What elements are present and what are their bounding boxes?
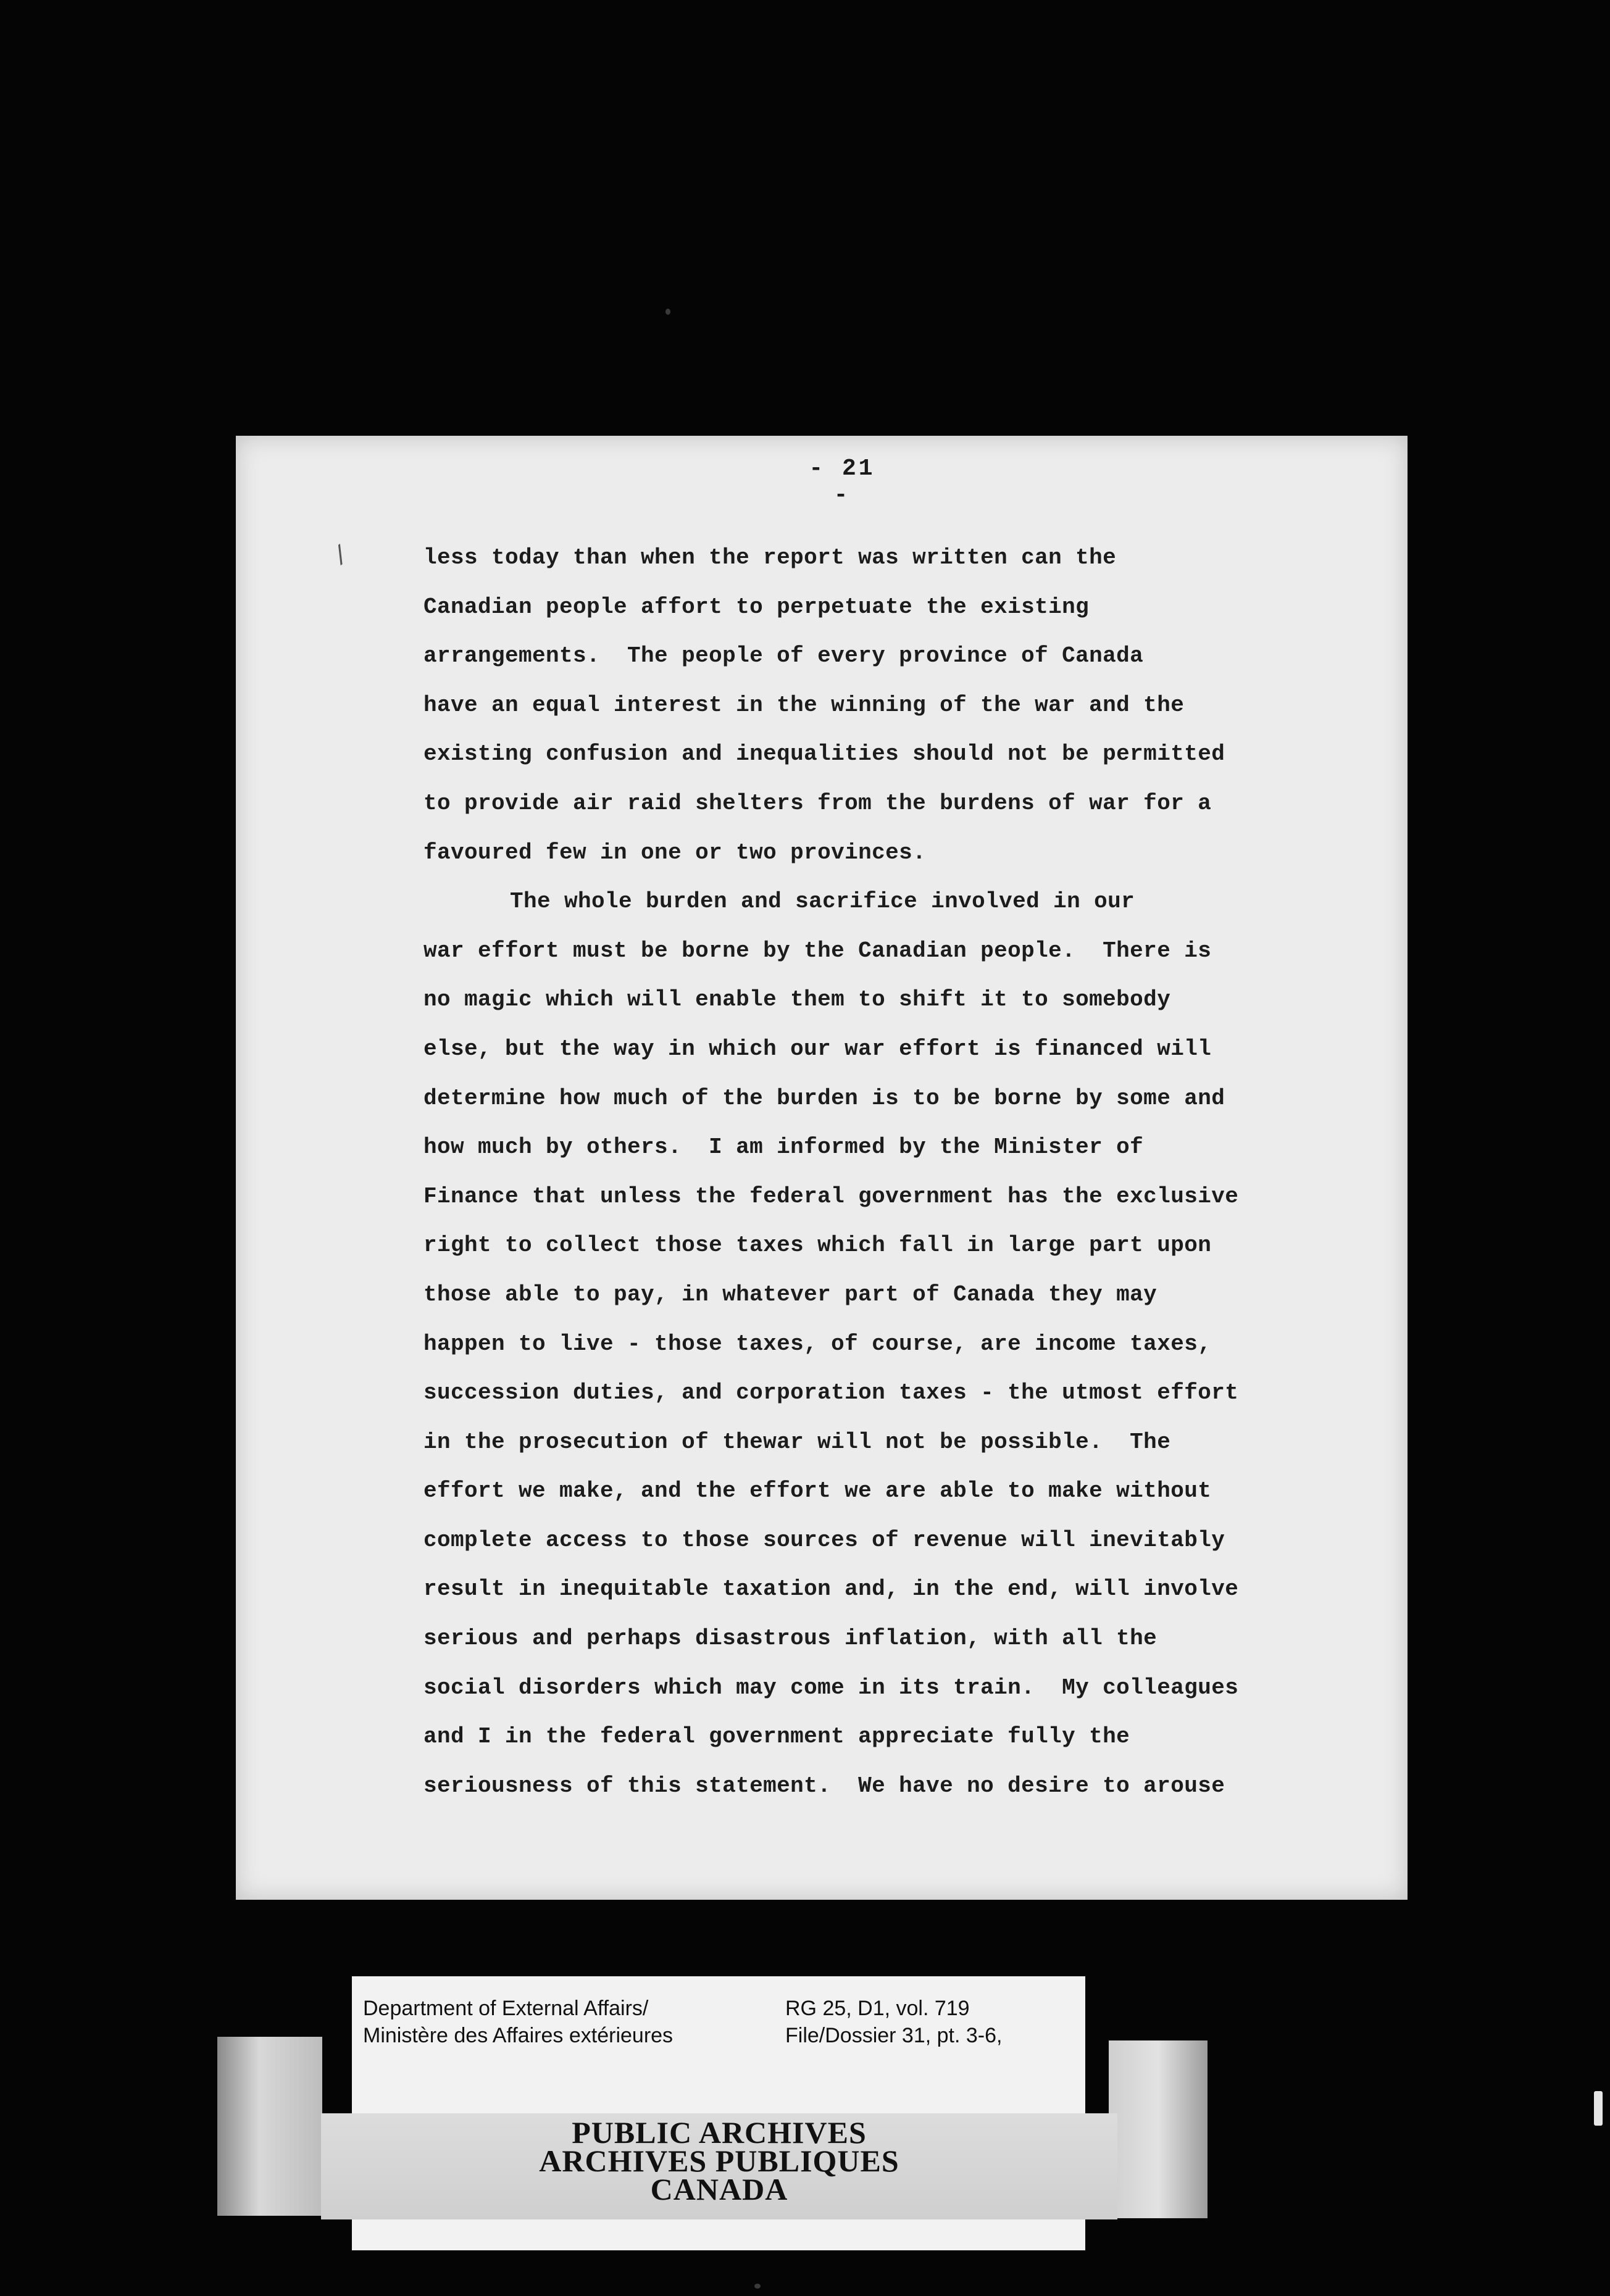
page-number: - 21 - (809, 455, 875, 509)
text-line: existing confusion and inequalities should not be permitted (423, 741, 1225, 767)
text-line: complete access to those sources of revenue will inevitably (423, 1527, 1225, 1553)
text-line: war effort must be borne by the Canadian people. There is (423, 938, 1212, 963)
film-holder-tab-right (1109, 2040, 1208, 2218)
department-label (363, 1995, 673, 2049)
text-line: Canadian people affort to perpetuate the existing (423, 594, 1090, 620)
text-line: result in inequitable taxation and, in the end, will involve (423, 1576, 1239, 1602)
text-line: have an equal interest in the winning of the war and the (423, 692, 1185, 718)
text-line: how much by others. I am informed by the Minister of (423, 1134, 1144, 1160)
margin-pencil-mark: / (328, 541, 356, 573)
text-line: seriousness of this statement. We have no desire to arouse (423, 1773, 1225, 1799)
text-line: Finance that unless the federal government has the exclusive (423, 1183, 1239, 1209)
department-name-fr: Ministère des Affaires extérieures (363, 2024, 674, 2047)
film-holder-tab-left (217, 2037, 322, 2216)
film-edge-mark (1594, 2091, 1603, 2126)
text-line: else, but the way in which our war effort is financed will (423, 1036, 1212, 1062)
archives-stamp-line-country: CANADA (650, 2172, 788, 2207)
file-dossier-ref: File/Dossier 31, pt. 3-6, (785, 2024, 1003, 2047)
paragraph-start-line: The whole burden and sacrifice involved in our (510, 889, 1135, 915)
archives-stamp-line-fr: ARCHIVES PUBLIQUES (539, 2144, 899, 2178)
text-line: serious and perhaps disastrous inflation, with all the (423, 1626, 1157, 1652)
text-line: succession duties, and corporation taxes - the utmost effort (423, 1380, 1239, 1406)
archives-stamp-line-en: PUBLIC ARCHIVES (572, 2115, 867, 2150)
film-speck (665, 309, 670, 315)
text-line: less today than when the report was written can the (423, 545, 1117, 570)
text-line: in the prosecution of thewar will not be possible. The (423, 1429, 1171, 1455)
text-line: social disorders which may come in its train. My colleagues (423, 1674, 1239, 1700)
text-line: happen to live - those taxes, of course, are income taxes, (423, 1331, 1212, 1357)
department-name-en: Department of External Affairs/ (363, 1997, 649, 2020)
text-line: right to collect those taxes which fall in large part upon (423, 1233, 1212, 1258)
typed-body-text (423, 533, 1312, 1810)
text-line: arrangements. The people of every province of Canada (423, 643, 1144, 669)
text-line: and I in the federal government appreciate fully the (423, 1724, 1130, 1750)
text-line: to provide air raid shelters from the burdens of war for a (423, 790, 1212, 816)
text-line: no magic which will enable them to shift it to somebody (423, 987, 1171, 1013)
text-line: determine how much of the burden is to be borne by some and (423, 1085, 1225, 1111)
text-line: effort we make, and the effort we are able to make without (423, 1478, 1212, 1504)
record-group-ref: RG 25, D1, vol. 719 (785, 1997, 970, 2020)
text-line: those able to pay, in whatever part of Canada they may (423, 1281, 1157, 1307)
text-line: favoured few in one or two provinces. (423, 839, 927, 865)
archives-stamp (321, 2115, 1117, 2207)
file-reference-label (785, 1995, 1002, 2049)
film-speck (754, 2284, 761, 2289)
